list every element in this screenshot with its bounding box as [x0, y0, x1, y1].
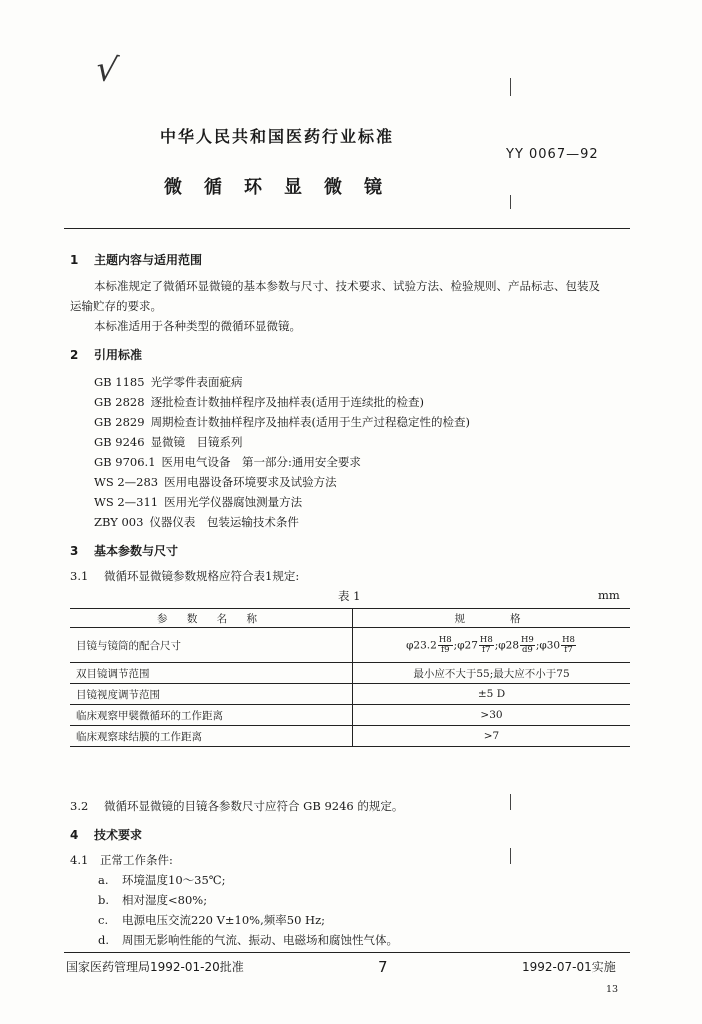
scan-mark [510, 78, 511, 96]
reference-code: GB 1185 [94, 375, 145, 389]
clause-number: 3.1 [70, 569, 89, 583]
clause-4-1 [70, 852, 173, 868]
handwritten-check-mark: √ [93, 48, 121, 92]
table-cell-value: ±5 D [353, 684, 631, 705]
table-row [70, 726, 630, 747]
item-text: 周围无影响性能的气流、振动、电磁场和腐蚀性气体。 [122, 933, 398, 947]
table-row [70, 628, 630, 663]
table-cell-value: 最小应不大于55;最大应不小于75 [353, 663, 631, 684]
reference-item [94, 374, 243, 390]
table-cell-name: 临床观察甲襞微循环的工作距离 [70, 705, 353, 726]
tolerance-fraction [520, 636, 535, 655]
separator: ; [453, 639, 458, 651]
approval-line: 国家医药管理局1992-01-20批准 [66, 960, 244, 974]
issuing-body-title: 中华人民共和国医药行业标准 [160, 127, 395, 146]
document-title: 微循环显微镜 [164, 177, 404, 198]
item-label: b. [98, 893, 110, 907]
reference-text: 仪器仪表 包装运输技术条件 [149, 515, 299, 529]
reference-code: GB 9706.1 [94, 455, 156, 469]
reference-text: 医用电器设备环境要求及试验方法 [164, 475, 337, 489]
table-row [70, 684, 630, 705]
reference-item [94, 394, 424, 410]
table-cell-value: >7 [353, 726, 631, 747]
page-number: 13 [606, 984, 619, 995]
table-cell-value [353, 628, 631, 663]
reference-item [94, 454, 361, 470]
section-2-heading [70, 346, 142, 363]
reference-text: 显微镜 目镜系列 [150, 435, 243, 449]
fraction-denominator: f7 [564, 644, 573, 655]
table-cell-name: 目镜视度调节范围 [70, 684, 353, 705]
fraction-denominator: f7 [482, 644, 491, 655]
item-label: d. [98, 933, 110, 947]
clause-number: 4.1 [70, 853, 89, 867]
fraction-numerator: H8 [479, 634, 493, 645]
table-cell-value: >30 [353, 705, 631, 726]
tolerance-fraction [561, 636, 576, 655]
page-mark: 7 [378, 958, 388, 976]
reference-item [94, 414, 470, 430]
table-unit: mm [598, 588, 620, 602]
fraction-denominator: d9 [521, 644, 533, 655]
table-cell-name: 临床观察球结膜的工作距离 [70, 726, 353, 747]
separator: ; [494, 639, 499, 651]
tolerance-fraction [438, 636, 453, 655]
clause-3-2 [70, 798, 403, 814]
fit-size: φ30 [539, 639, 561, 651]
table-header-cell: 规 格 [353, 609, 631, 628]
tolerance-fraction [479, 636, 494, 655]
footer-divider [64, 952, 630, 953]
reference-text: 医用光学仪器腐蚀测量方法 [164, 495, 303, 509]
section-3-heading [70, 542, 178, 559]
reference-text: 光学零件表面疵病 [150, 375, 243, 389]
reference-code: GB 2829 [94, 415, 145, 429]
section-number: 4 [70, 828, 79, 842]
section-title: 技术要求 [94, 828, 143, 842]
fraction-numerator: H8 [438, 634, 452, 645]
reference-text: 逐批检查计数抽样程序及抽样表(适用于连续批的检查) [150, 395, 425, 409]
section-1-paragraph-1-line-1: 本标准规定了微循环显微镜的基本参数与尺寸、技术要求、试验方法、检验规则、产品标志、包装及 [94, 279, 600, 293]
section-title: 主题内容与适用范围 [94, 253, 203, 267]
scan-mark [510, 794, 511, 810]
clause-text: 微循环显微镜的目镜各参数尺寸应符合 GB 9246 的规定。 [104, 799, 404, 813]
item-text: 环境温度10～35℃; [122, 873, 226, 887]
reference-code: ZBY 003 [94, 515, 144, 529]
table-row [70, 663, 630, 684]
condition-item [98, 892, 207, 908]
section-number: 1 [70, 253, 79, 267]
reference-item [94, 434, 243, 450]
reference-code: GB 9246 [94, 435, 145, 449]
reference-item [94, 514, 299, 530]
section-number: 2 [70, 348, 79, 362]
table-header-cell: 参 数 名 称 [70, 609, 353, 628]
item-label: a. [98, 873, 109, 887]
table-cell-name: 双目镜调节范围 [70, 663, 353, 684]
clause-text: 正常工作条件: [100, 853, 173, 867]
reference-code: GB 2828 [94, 395, 145, 409]
reference-text: 周期检查计数抽样程序及抽样表(适用于生产过程稳定性的检查) [150, 415, 471, 429]
section-1-paragraph-2: 本标准适用于各种类型的微循环显微镜。 [94, 319, 301, 333]
item-label: c. [98, 913, 109, 927]
section-title: 基本参数与尺寸 [94, 544, 179, 558]
reference-code: WS 2—311 [94, 495, 159, 509]
fraction-denominator: f9 [440, 644, 450, 655]
section-4-heading [70, 826, 142, 843]
fraction-numerator: H9 [521, 634, 534, 645]
clause-text: 微循环显微镜参数规格应符合表1规定: [104, 569, 300, 583]
standard-number: YY 0067—92 [506, 147, 599, 162]
section-title: 引用标准 [94, 348, 143, 362]
section-1-paragraph-1-line-2: 运输贮存的要求。 [70, 299, 162, 313]
condition-item [98, 932, 398, 948]
fraction-numerator: H8 [562, 634, 575, 645]
separator: ; [535, 639, 540, 651]
scan-mark [510, 195, 511, 209]
header-divider [64, 228, 630, 229]
table-cell-name: 目镜与镜筒的配合尺寸 [70, 628, 353, 663]
table-caption: 表 1 [338, 589, 361, 603]
reference-item [94, 474, 337, 490]
parameters-table [70, 608, 630, 747]
fit-size: φ23.2 [406, 639, 437, 651]
condition-item [98, 872, 226, 888]
fit-size: φ27 [457, 639, 478, 651]
reference-text: 医用电气设备 第一部分:通用安全要求 [161, 455, 361, 469]
table-header-row [70, 609, 630, 628]
table-row [70, 705, 630, 726]
fit-size: φ28 [498, 639, 519, 651]
section-number: 3 [70, 544, 79, 558]
effective-date-line: 1992-07-01实施 [522, 960, 616, 974]
reference-code: WS 2—283 [94, 475, 159, 489]
clause-number: 3.2 [70, 799, 89, 813]
reference-item [94, 494, 302, 510]
section-1-heading [70, 251, 202, 268]
item-text: 相对湿度<80%; [122, 893, 208, 907]
condition-item [98, 912, 325, 928]
scan-mark [510, 848, 511, 864]
item-text: 电源电压交流220 V±10%,频率50 Hz; [122, 913, 326, 927]
clause-3-1 [70, 568, 299, 584]
